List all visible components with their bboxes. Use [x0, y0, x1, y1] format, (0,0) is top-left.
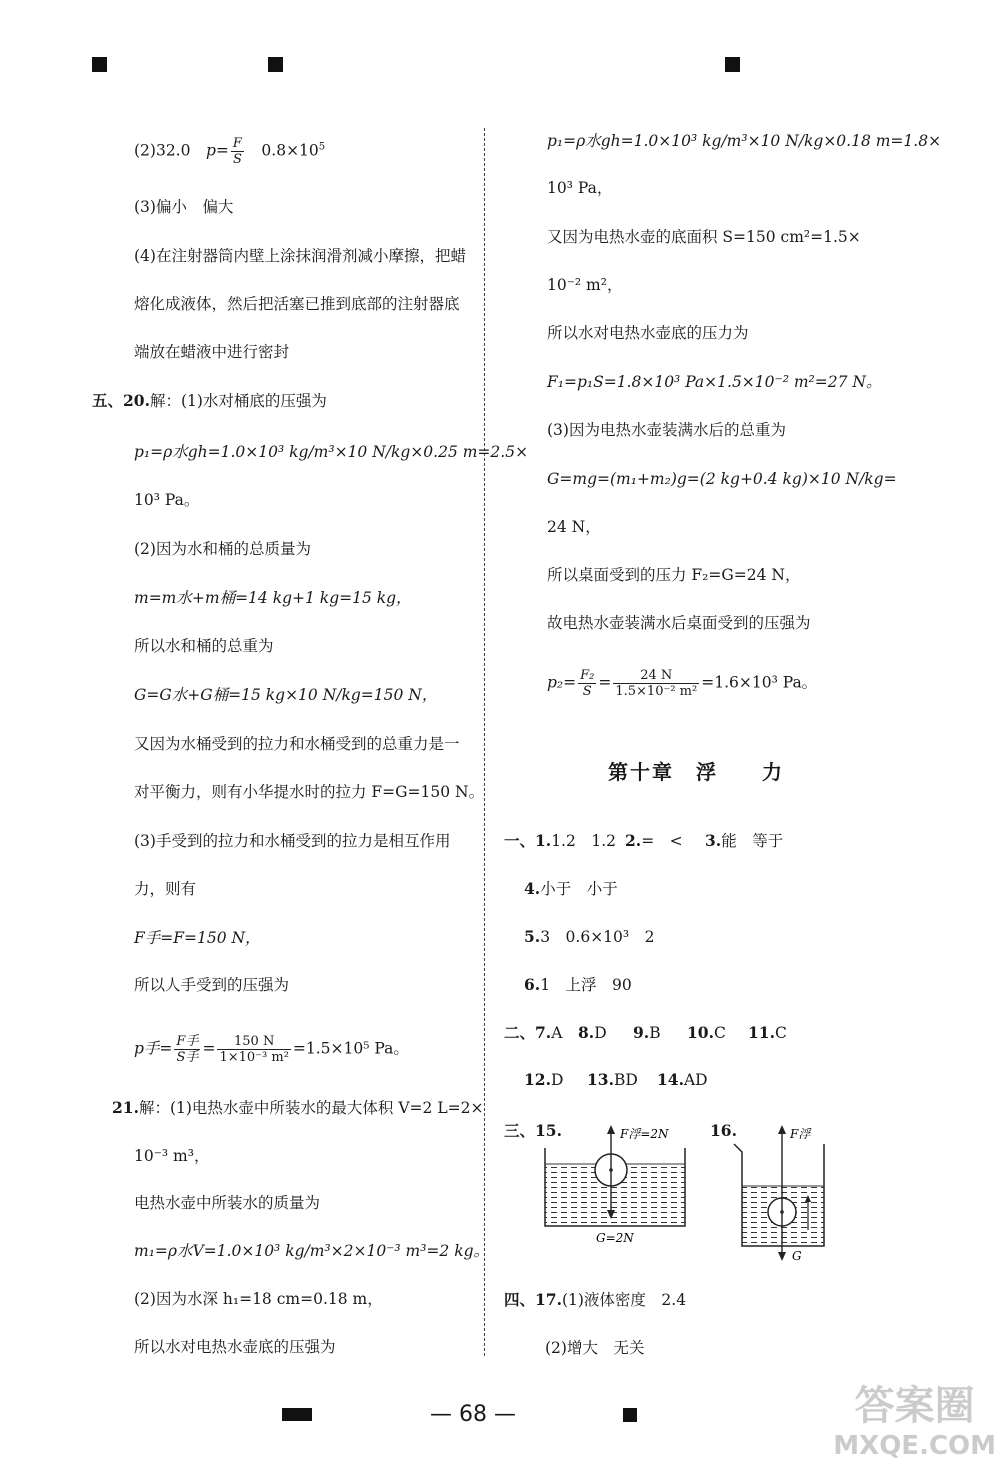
answer-line: 9.B	[633, 1023, 661, 1042]
answer-line: 又因为电热水壶的底面积 S=150 cm²=1.5×	[547, 228, 861, 246]
figure-16-beaker	[730, 1120, 840, 1270]
answer-line: G=mg=(m₁+m₂)g=(2 kg+0.4 kg)×10 N/kg=	[547, 470, 897, 488]
answer-line: 所以桌面受到的压力 F₂=G=24 N，	[547, 566, 801, 584]
answer-line: 10⁻³ m³，	[134, 1147, 210, 1165]
answer-line: 所以水对电热水壶底的压强为	[134, 1338, 336, 1356]
answer-line: (4)在注射器筒内壁上涂抹润滑剂减小摩擦，把蜡	[134, 247, 466, 265]
answer-line: 3.能 等于	[705, 831, 784, 850]
answer-line: 12.D	[524, 1070, 564, 1089]
answer-line: 所以水和桶的总重为	[134, 637, 274, 655]
answer-line: 所以水对电热水壶底的压力为	[547, 324, 749, 342]
registration-mark-bottom-left	[282, 1408, 312, 1421]
answer-line: 24 N，	[547, 518, 601, 536]
answer-line: p₂= $\frac{\text{F₂}}{S}$ = $\frac{24 N}{\text{1.5×10⁻² m²}}$ =1.6×10³ Pa。	[547, 668, 818, 699]
answer-line: F₁=p₁S=1.8×10³ Pa×1.5×10⁻² m²=27 N。	[547, 373, 882, 391]
answer-line: 端放在蜡液中进行密封	[134, 343, 290, 361]
answer-line: (2)因为水深 h₁=18 cm=0.18 m，	[134, 1290, 383, 1308]
answer-line: F手=F=150 N，	[134, 929, 261, 947]
answer-line: 5.3 0.6×10³ 2	[524, 927, 655, 946]
question-21: 21.解：(1)电热水壶中所装水的最大体积 V=2 L=2×	[112, 1098, 484, 1117]
answer-line: 4.小于 小于	[524, 879, 618, 898]
answer-line: 故电热水壶装满水后桌面受到的压强为	[547, 614, 811, 632]
answer-line: (2)因为水和桶的总质量为	[134, 540, 311, 558]
watermark-logo: 答案圈 MXQE.COM	[833, 1383, 996, 1461]
question-15-label: 三、15.	[504, 1121, 562, 1140]
answer-line: 一、1.1.2 1.2	[504, 831, 616, 850]
answer-line: m₁=ρ水V=1.0×10³ kg/m³×2×10⁻³ m³=2 kg。	[134, 1242, 490, 1260]
figure-15-floating-ball	[540, 1120, 690, 1250]
answer-line: 8.D	[578, 1023, 607, 1042]
answer-line: (3)偏小 偏大	[134, 198, 234, 216]
figure-16-gravity-label: G	[792, 1249, 802, 1263]
answer-line: 10³ Pa，	[547, 179, 613, 197]
answer-line: (3)因为电热水壶装满水后的总重为	[547, 421, 786, 439]
answer-line: 13.BD	[587, 1070, 638, 1089]
answer-line: G=G水+G桶=15 kg×10 N/kg=150 N，	[134, 686, 438, 704]
answer-line: p手= $\frac{\text{F手}}{\text{S手}}$ = $\frac{150 N}{\text{1×10⁻³ m²}}$ =1.5×10⁵ Pa。	[134, 1034, 409, 1065]
answer-line: 14.AD	[657, 1070, 708, 1089]
registration-mark-top-right	[725, 57, 740, 72]
figure-15-gravity-label: G=2N	[596, 1231, 634, 1245]
answer-line: (2)增大 无关	[545, 1339, 645, 1357]
question-16-label: 16.	[710, 1121, 737, 1140]
answer-line: 熔化成液体，然后把活塞已推到底部的注射器底	[134, 295, 460, 313]
answer-line: 10³ Pa。	[134, 491, 200, 509]
answer-line: 对平衡力，则有小华提水时的拉力 F=G=150 N。	[134, 783, 485, 801]
answer-line: (3)手受到的拉力和水桶受到的拉力是相互作用	[134, 832, 451, 850]
registration-mark-bottom-right	[623, 1408, 637, 1422]
answer-line: 四、17.(1)液体密度 2.4	[504, 1290, 687, 1309]
registration-mark-top-middle	[268, 57, 283, 72]
answer-line: 10.C	[687, 1023, 726, 1042]
answer-line: 10⁻² m²，	[547, 276, 623, 294]
answer-line: 又因为水桶受到的拉力和水桶受到的总重力是一	[134, 735, 460, 753]
page-number: — 68 —	[430, 1402, 516, 1427]
answer-line: p₁=ρ水gh=1.0×10³ kg/m³×10 N/kg×0.18 m=1.8×	[547, 132, 942, 150]
figure-15-buoyancy-label: F浮=2N	[620, 1127, 669, 1141]
answer-line: m=m水+m桶=14 kg+1 kg=15 kg，	[134, 589, 412, 607]
answer-line: (2)32.0 p= $\frac{F}{S}$ $0.8\times 10^5$	[134, 136, 326, 167]
answer-line: 11.C	[748, 1023, 787, 1042]
question-20: 五、20.解：(1)水对桶底的压强为	[92, 391, 327, 410]
column-divider	[484, 128, 485, 1356]
answer-line: 电热水壶中所装水的质量为	[134, 1194, 321, 1212]
answer-line: 二、7.A	[504, 1023, 563, 1042]
chapter-title: 第十章 浮 力	[608, 760, 784, 784]
answer-line: 所以人手受到的压强为	[134, 976, 290, 994]
registration-mark-top-left	[92, 57, 107, 72]
figure-16-buoyancy-label: F浮	[790, 1127, 811, 1141]
answer-line: 6.1 上浮 90	[524, 975, 632, 994]
answer-line: 2.= <	[625, 831, 683, 850]
answer-line: 力，则有	[134, 880, 197, 898]
answer-line: p₁=ρ水gh=1.0×10³ kg/m³×10 N/kg×0.25 m=2.5×	[134, 443, 529, 461]
